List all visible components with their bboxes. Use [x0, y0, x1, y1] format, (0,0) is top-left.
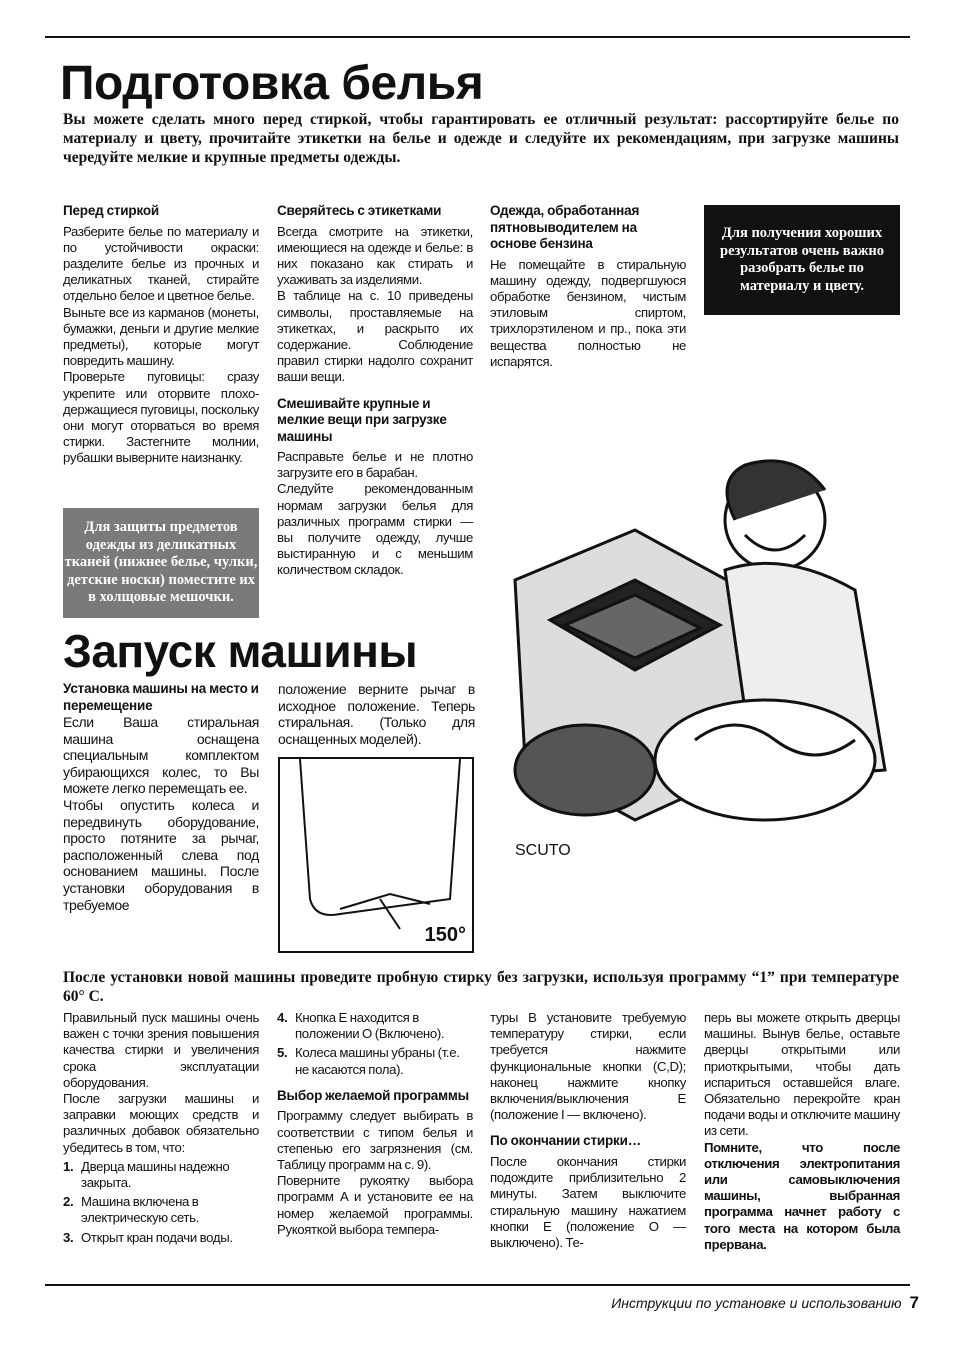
list-item: 3. Открыт кран подачи воды.	[63, 1229, 233, 1245]
paragraph: Поверните рукоятку выбора программ A и установите ее на номер желаемой программы. Рукояткой выбора темпера-	[277, 1173, 473, 1237]
paragraph: Всегда смотрите на этикетки, имеющиеся на одежде и белье: в них показано как стирать и ухаживать за изделиями.	[277, 223, 473, 288]
column-stain-remover	[490, 203, 686, 370]
paragraph: После окончания стирки подождите приблизительно 2 минуты. Затем выключите стиральную машину нажатием кнопки E (положение O — выключено). Те-	[490, 1153, 686, 1250]
test-wash-note: После установки новой машины проведите пробную стирку без загрузки, используя программу “1” при температуре 60° С.	[63, 969, 899, 1005]
heading: По окончании стирки…	[490, 1133, 641, 1149]
bottom-column-4	[704, 1010, 900, 1253]
list-item: 5. Колеса машины убраны (т.е. не касаются пола).	[277, 1045, 460, 1077]
paragraph: Проверьте пуговицы: сразу укрепите или оторвите плохо-держащиеся пуговицы, поскольку они могут оторваться во время стирки. Застегните молнии, рубашки выверните наизнанку.	[63, 369, 259, 466]
illustrator-signature: SCUTO	[515, 842, 571, 859]
wheel-lever-diagram	[278, 757, 474, 953]
heading: Одежда, обработанная пятновыводителем на основе бензина	[490, 203, 640, 251]
column-wheels-cont	[278, 681, 475, 747]
paragraph: Выньте все из карманов (монеты, бумажки, деньги и другие мелкие предметы), которые могут повредить машину.	[63, 304, 259, 369]
heading: Смешивайте крупные и мелкие вещи при загрузке машины	[277, 395, 447, 444]
top-rule	[45, 36, 910, 38]
heading: Установка машины на место и перемещение	[63, 681, 259, 713]
bottom-column-2	[277, 1010, 473, 1238]
section-title-start: Запуск машины	[63, 625, 418, 677]
paragraph: Программу следует выбирать в соответствии с типом белья и степенью его загрязнения (см. Таблицу программ на с. 9).	[277, 1108, 473, 1172]
paragraph: Не помещайте в стиральную машину одежду, подвергшуюся обработке бензином, чистым этиловым спиртом, трихлорэтиленом и пр., пока эти вещества полностью не испарятся.	[490, 256, 686, 369]
intro-text: Вы можете сделать много перед стиркой, чтобы гарантировать ее отличный результат: рассортируйте белье по материалу и цвету, прочитайте этикетки на белье и одежде и следуйте их рекомендациям, при загрузке машины чередуйте мелкие и крупные предметы одежды.	[63, 111, 899, 166]
paragraph: перь вы можете открыть дверцы машины. Вынув белье, оставьте дверцы открытыми или приоткрытыми, чтобы дать испариться оставшейся влаге. Обязательно перекройте кран подачи воды и отключите машину из сети.	[704, 1010, 900, 1139]
machine-base-drawing	[280, 759, 472, 951]
paragraph: положение верните рычаг в исходное положение. Теперь стиральная. (Только для оснащенных моделей).	[278, 681, 475, 747]
checklist	[63, 1159, 259, 1246]
paragraph: Следуйте рекомендованным нормам загрузки белья для различных программ стирки — вы получите одежду, лучше выстиранную и с меньшим количеством складок.	[277, 481, 473, 578]
gray-tip-box: Для защиты предметов одежды из деликатных тканей (нижнее белье, чулки, детские носки) поместите их в холщовые мешочки.	[63, 508, 259, 618]
footer-text: Инструкции по установке и использованию	[611, 1295, 902, 1311]
heading: Выбор желаемой программы	[277, 1087, 470, 1103]
bottom-column-1	[63, 1010, 259, 1249]
heading: Перед стиркой	[63, 203, 159, 218]
page-number: 7	[909, 1293, 919, 1312]
column-labels	[277, 203, 473, 579]
heading: Сверяйтесь с этикетками	[277, 203, 442, 218]
footer	[611, 1293, 919, 1313]
column-wheels	[63, 681, 259, 913]
list-item: 2. Машина включена в электрическую сеть.	[63, 1194, 199, 1226]
section-title-preparation: Подготовка белья	[60, 57, 484, 110]
bottom-column-3	[490, 1010, 686, 1251]
paragraph: туры B установите требуемую температуру стирки, если требуется нажмите функциональные кнопки (C,D); наконец нажмите кнопку включения/выключения E (положение I — включено).	[490, 1010, 686, 1123]
man-with-washing-machine-illustration	[495, 440, 905, 870]
paragraph: Разберите белье по материалу и по устойчивости окраски: разделите белье из прочных и деликатных тканей, стирайте отдельно белое и цветное белье.	[63, 223, 259, 304]
paragraph: Чтобы опустить колеса и передвинуть оборудование, просто потяните за рычаг, расположенный слева под основанием машины. После установки оборудования в требуемое	[63, 796, 259, 913]
paragraph: Если Ваша стиральная машина оснащена специальным комплектом убирающихся колес, то Вы можете легко перемещать ее.	[63, 714, 259, 797]
paragraph: Правильный пуск машины очень важен с точки зрения повышения качества стирки и увеличения срока эксплуатации оборудования.	[63, 1010, 259, 1090]
bottom-rule	[45, 1284, 910, 1286]
paragraph: Помните, что после отключения электропитания или самовыключения машины, выбранная программа начнет работу с того места на котором была прервана.	[704, 1139, 900, 1252]
angle-label: 150°	[424, 924, 466, 946]
black-tip-box: Для получения хороших результатов очень важно разобрать белье по материалу и цвету.	[704, 205, 900, 315]
paragraph: В таблице на с. 10 приведены символы, проставляемые на этикетках, и раскрыто их содержание. Соблюдение правил стирки надолго сохранит ваши вещи.	[277, 288, 473, 385]
list-item: 4. Кнопка E находится в положении O (Включено).	[277, 1010, 445, 1042]
checklist	[277, 1010, 473, 1078]
paragraph: Расправьте белье и не плотно загрузите его в барабан.	[277, 449, 473, 481]
column-before-wash	[63, 203, 259, 467]
list-item: 1. Дверца машины надежно закрыта.	[63, 1158, 230, 1191]
paragraph: После загрузки машины и заправки моющих средств и различных добавок обязательно убедитесь в том, что:	[63, 1091, 259, 1155]
